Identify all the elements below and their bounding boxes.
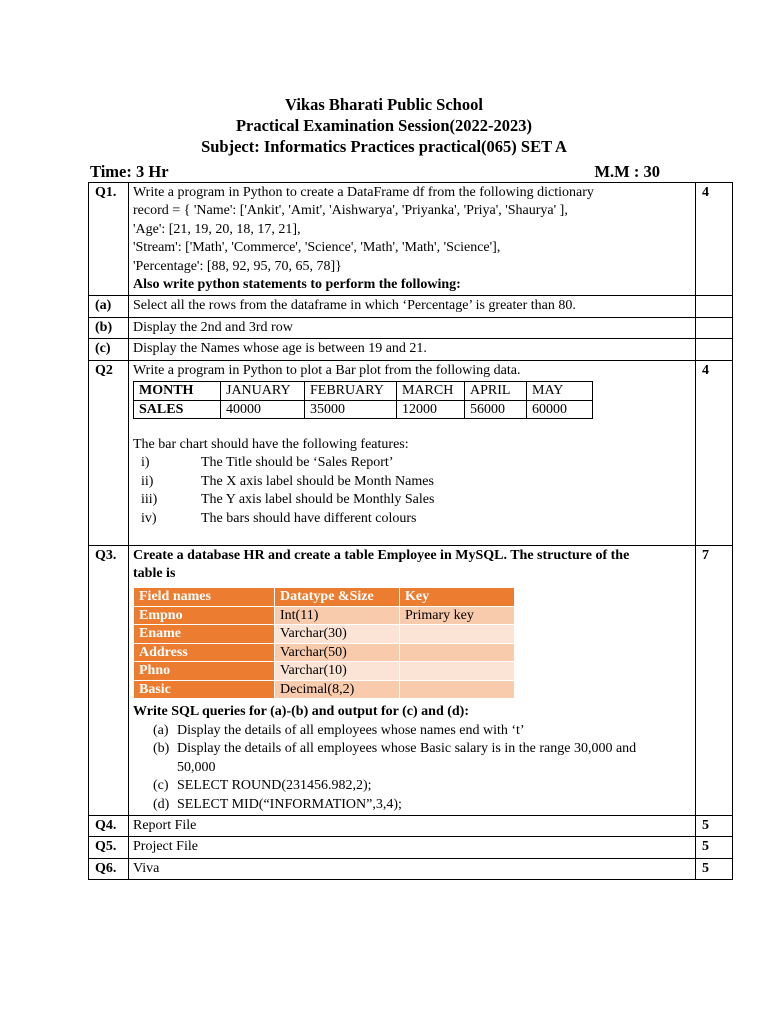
subpart-row [89,317,733,338]
table-cell: 56000 [465,400,527,419]
text-line: 'Age': [21, 19, 20, 18, 17, 21], [133,221,301,237]
subpart-text: Display the Names whose age is between 19 and 21. [129,339,696,360]
subpart-label: (a) [89,296,129,317]
exam-subject: Subject: Informatics Practices practical(065) SET A [201,137,567,156]
max-marks-label: M.M : 30 [594,162,660,181]
question-number: Q6. [89,858,129,879]
table-cell: Empno [134,606,275,625]
table-cell [400,625,515,644]
sql-instruction: Write SQL queries for (a)-(b) and output for (c) and (d): [133,704,469,720]
table-cell: Address [134,643,275,662]
table-cell: MAY [527,382,593,401]
list-item [141,510,691,528]
table-cell: Varchar(10) [275,662,400,681]
list-text: The Y axis label should be Monthly Sales [201,492,435,508]
question-row-q2 [89,360,733,545]
text-line: table is [133,566,176,582]
document-header [0,94,768,157]
text-line: Write a program in Python to create a DataFrame df from the following dictionary [133,185,594,200]
list-marker: (c) [153,778,169,794]
table-cell: 12000 [397,400,465,419]
list-marker: iii) [141,492,158,508]
list-item [153,777,691,795]
list-marker: (b) [153,741,170,757]
list-text: The Title should be ‘Sales Report’ [201,455,394,471]
table-cell: Primary key [400,606,515,625]
table-cell [400,643,515,662]
feature-list [141,454,691,528]
table-cell: Basic [134,680,275,699]
question-text: Project File [129,837,696,858]
question-number: Q4. [89,815,129,836]
table-header-cell: Field names [134,588,275,607]
table-cell: 60000 [527,400,593,419]
table-row [134,400,593,419]
list-text: Display the details of all employees whose names end with ‘t’ [177,722,525,738]
subpart-label: (c) [89,339,129,360]
marks-cell-empty [696,339,733,360]
question-number: Q5. [89,837,129,858]
table-row [134,606,515,625]
table-cell: 35000 [305,400,397,419]
table-row [134,643,515,662]
table-cell [400,662,515,681]
list-item [153,796,691,814]
subpart-label: (b) [89,317,129,338]
list-item [153,740,691,758]
subpart-text: Select all the rows from the dataframe in which ‘Percentage’ is greater than 80. [129,296,696,317]
text-line: 'Stream': ['Math', 'Commerce', 'Science', 'Math', 'Math', 'Science'], [133,240,501,256]
question-table [88,182,733,880]
question-marks: 7 [696,545,733,815]
list-text: The bars should have different colours [201,510,417,526]
question-text [129,545,696,815]
question-row-q3 [89,545,733,815]
text-line: The bar chart should have the following features: [133,437,409,453]
table-row [134,382,593,401]
list-marker [153,759,177,777]
exam-session: Practical Examination Session(2022-2023) [235,116,533,135]
table-cell: MARCH [397,382,465,401]
table-header-cell: Key [400,588,515,607]
list-text: SELECT MID(“INFORMATION”,3,4); [177,796,402,812]
list-marker: ii) [141,473,154,489]
question-marks: 4 [696,183,733,296]
table-cell: 40000 [221,400,305,419]
table-cell: SALES [134,400,221,419]
question-text: Report File [129,815,696,836]
sales-data-table [133,381,593,419]
list-item [141,454,691,472]
sql-query-list [153,722,691,814]
employee-structure-table [133,587,515,699]
table-cell: Varchar(30) [275,625,400,644]
question-marks: 5 [696,858,733,879]
subpart-row [89,339,733,360]
subpart-row [89,296,733,317]
question-text [129,360,696,545]
question-row-q1 [89,183,733,296]
text-line: Write a program in Python to plot a Bar plot from the following data. [133,362,521,378]
table-cell: APRIL [465,382,527,401]
list-item [141,491,691,509]
table-cell: FEBRUARY [305,382,397,401]
list-text: SELECT ROUND(231456.982,2); [177,778,372,794]
list-marker: (d) [153,796,170,812]
text-line: record = { 'Name': ['Ankit', 'Amit', 'Aishwarya', 'Priyanka', 'Priya', 'Shaurya' ], [133,203,568,219]
table-row [134,625,515,644]
time-label: Time: 3 Hr [90,162,169,181]
school-name: Vikas Bharati Public School [285,95,483,114]
list-marker: i) [141,455,150,471]
question-number: Q1. [89,183,129,296]
list-item [153,722,691,740]
table-header-cell: Datatype &Size [275,588,400,607]
table-cell: Ename [134,625,275,644]
table-cell: Varchar(50) [275,643,400,662]
marks-cell-empty [696,317,733,338]
question-row-q6 [89,858,733,879]
list-text: The X axis label should be Month Names [201,473,434,489]
list-item [141,473,691,491]
table-cell: MONTH [134,382,221,401]
list-item [153,759,691,777]
list-text: Display the details of all employees whose Basic salary is in the range 30,000 and [177,741,637,757]
question-row-q5 [89,837,733,858]
question-marks: 4 [696,360,733,545]
table-cell: Decimal(8,2) [275,680,400,699]
table-cell: JANUARY [221,382,305,401]
instruction-line: Also write python statements to perform the following: [133,277,461,293]
list-text: 50,000 [177,759,216,775]
text-line: Create a database HR and create a table Employee in MySQL. The structure of the [133,547,630,563]
question-text [129,183,696,296]
marks-cell-empty [696,296,733,317]
question-number: Q3. [89,545,129,815]
list-marker: iv) [141,510,157,526]
question-number: Q2 [89,360,129,545]
table-cell: Int(11) [275,606,400,625]
table-cell [400,680,515,699]
table-cell: Phno [134,662,275,681]
question-row-q4 [89,815,733,836]
table-row [134,680,515,699]
table-row [134,662,515,681]
exam-meta [90,162,660,182]
text-line: 'Percentage': [88, 92, 95, 70, 65, 78]} [133,258,342,274]
question-text: Viva [129,858,696,879]
question-marks: 5 [696,815,733,836]
list-marker: (a) [153,722,169,738]
question-marks: 5 [696,837,733,858]
table-header-row [134,588,515,607]
subpart-text: Display the 2nd and 3rd row [129,317,696,338]
